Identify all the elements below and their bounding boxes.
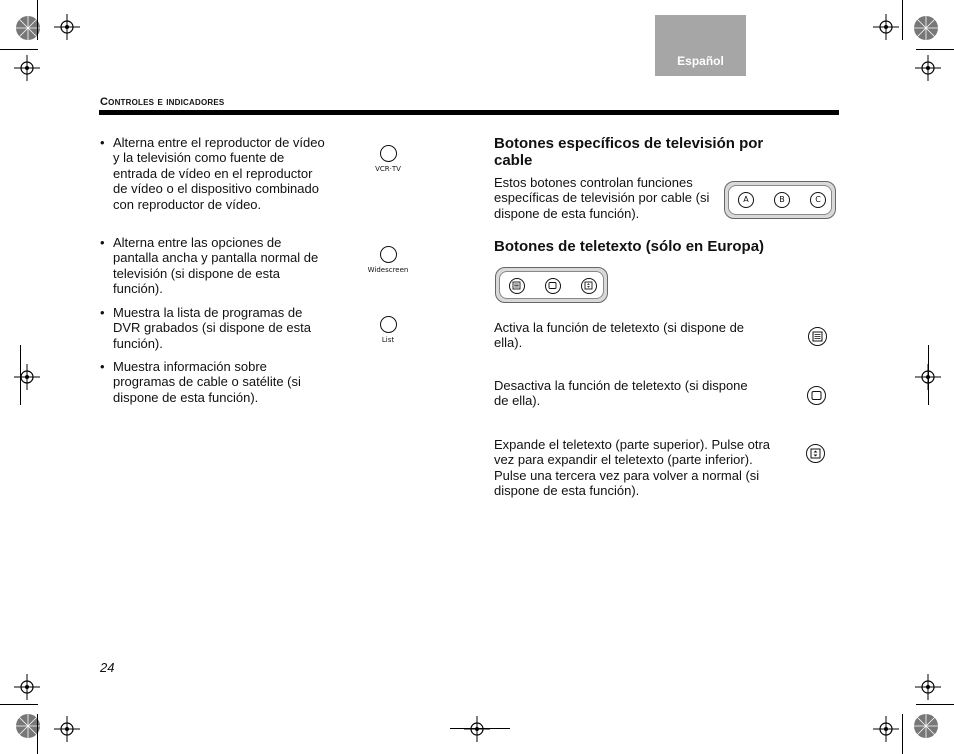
crop-line (902, 714, 903, 754)
crop-line (37, 714, 38, 754)
list-button (367, 316, 409, 344)
teletext-off-icon (545, 278, 561, 294)
language-tab (655, 15, 746, 76)
bullet-widescreen: • Alterna entre las opciones de pantalla ancha y pantalla normal de televisión (si dispone de esta función). (100, 235, 330, 297)
vcr-tv-button-icon (380, 145, 397, 162)
registration-mark (54, 14, 80, 40)
teletext-off-button (807, 386, 826, 405)
registration-mark (14, 55, 40, 81)
teletext-expand-description: Expande el teletexto (parte superior). Pulse otra vez para expandir el teletexto (parte inferior). Pulse una tercera vez para volver a normal (si dispone de esta función). (494, 437, 771, 499)
vcr-tv-button-label: VCR·TV (375, 165, 401, 173)
crop-line (902, 0, 903, 40)
teletext-off-icon (810, 389, 823, 402)
list-button-icon (380, 316, 397, 333)
vcr-tv-button (367, 145, 409, 173)
crop-line (916, 49, 954, 50)
widescreen-button (367, 246, 409, 274)
teletext-off-description: Desactiva la función de teletexto (si dispone de ella). (494, 378, 748, 409)
registration-mark (54, 716, 80, 742)
teletext-expand-icon (809, 447, 822, 460)
teletext-on-button (808, 327, 827, 346)
cable-button-c: C (810, 192, 826, 208)
cable-button-b: B (774, 192, 790, 208)
teletext-expand-button (806, 444, 825, 463)
bullet-list: • Muestra la lista de programas de DVR grabados (si dispone de esta función). (100, 305, 330, 351)
color-bar-mark (913, 15, 939, 41)
teletext-on-icon (509, 278, 525, 294)
registration-mark (464, 716, 490, 742)
teletext-buttons-panel (495, 267, 608, 303)
cable-buttons-panel (724, 181, 836, 219)
cable-button-a: A (738, 192, 754, 208)
widescreen-button-label: Widescreen (367, 266, 409, 274)
teletext-on-description: Activa la función de teletexto (si dispone de ella). (494, 320, 745, 351)
header-rule (99, 110, 839, 115)
crop-line (450, 728, 510, 729)
page-number: 24 (100, 660, 115, 675)
bullet-info: • Muestra información sobre programas de cable o satélite (si dispone de esta función). (100, 359, 330, 405)
registration-mark (14, 674, 40, 700)
crop-line (916, 704, 954, 705)
crop-line (20, 345, 21, 405)
crop-line (37, 0, 38, 40)
crop-line (928, 345, 929, 405)
crop-line (0, 704, 38, 705)
registration-mark (915, 55, 941, 81)
bullet-vcr-tv: • Alterna entre el reproductor de vídeo y la televisión como fuente de entrada de vídeo en el reproductor de vídeo o el dispositivo combinado con reproductor de vídeo. (100, 135, 330, 212)
section-title: Controles e indicadores (100, 96, 225, 108)
cable-description: Estos botones controlan funciones específicas de televisión por cable (si dispone de esta función). (494, 175, 710, 221)
registration-mark (14, 364, 40, 390)
cable-heading: Botones específicos de televisión por cable (494, 135, 764, 169)
registration-mark (873, 716, 899, 742)
widescreen-button-icon (380, 246, 397, 263)
registration-mark (915, 674, 941, 700)
list-button-label: List (381, 336, 395, 344)
teletext-heading: Botones de teletexto (sólo en Europa) (494, 238, 765, 255)
color-bar-mark (913, 713, 939, 739)
crop-line (0, 49, 38, 50)
language-tab-label: Español (677, 54, 724, 68)
registration-mark (873, 14, 899, 40)
teletext-expand-icon (581, 278, 597, 294)
teletext-on-icon (811, 330, 824, 343)
